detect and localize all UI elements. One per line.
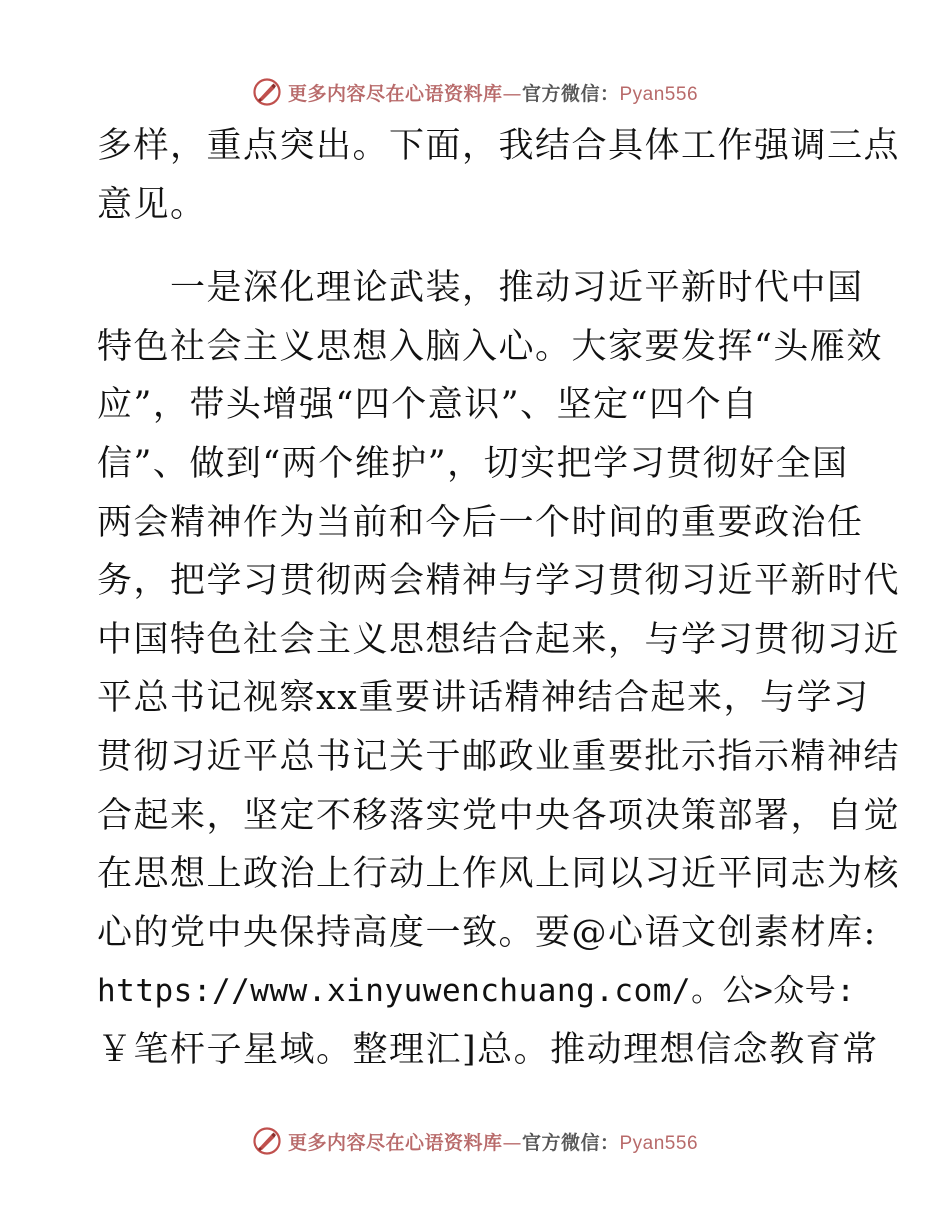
watermark-label: 官方微信： xyxy=(521,82,620,105)
paragraph-gap xyxy=(97,234,849,259)
body-line: ￥笔杆子星域。整理汇]总。推动理想信念教育常 xyxy=(97,1029,879,1070)
watermark-separator: — xyxy=(502,82,522,105)
body-line: 多样，重点突出。下面，我结合具体工作强调三点 xyxy=(97,126,901,166)
watermark-label: 官方微信： xyxy=(521,1131,620,1154)
document-body xyxy=(97,117,901,1080)
body-line: 两会精神作为当前和今后一个时间的重要政治任 xyxy=(97,502,864,543)
pen-logo-icon xyxy=(252,77,282,107)
watermark-slogan: 更多内容尽在心语资料库 xyxy=(287,82,503,105)
footer-watermark xyxy=(0,1121,950,1161)
watermark-text xyxy=(288,1128,698,1155)
pen-logo-icon xyxy=(252,1126,282,1156)
body-line: 信”、做到“两个维护”，切实把学习贯彻好全国 xyxy=(97,443,849,484)
watermark-separator: — xyxy=(502,1131,522,1154)
body-line: 中国特色社会主义思想结合起来，与学习贯彻习近 xyxy=(97,619,901,660)
watermark-wechat-id: Pyan556 xyxy=(619,83,699,105)
body-line: 平总书记视察xx重要讲话精神结合起来，与学习 xyxy=(97,678,870,719)
header-watermark xyxy=(0,72,950,112)
body-line-url: https://www.xinyuwenchuang.com/。公>众号: xyxy=(97,973,856,1010)
watermark-slogan: 更多内容尽在心语资料库 xyxy=(287,1131,503,1154)
body-line: 应”，带头增强“四个意识”、坚定“四个自 xyxy=(97,385,759,426)
watermark-text xyxy=(288,79,698,106)
watermark-wechat-id: Pyan556 xyxy=(619,1132,699,1154)
body-line: 特色社会主义思想入脑入心。大家要发挥“头雁效 xyxy=(97,326,883,367)
body-line: 一是深化理论武装，推动习近平新时代中国 xyxy=(97,268,864,309)
body-line: 在思想上政治上行动上作风上同以习近平同志为核 xyxy=(97,854,901,895)
body-line: 意见。 xyxy=(97,184,207,225)
body-line: 务，把学习贯彻两会精神与学习贯彻习近平新时代 xyxy=(97,561,901,602)
body-line: 心的党中央保持高度一致。要@心语文创素材库: xyxy=(97,912,877,953)
body-line: 合起来，坚定不移落实党中央各项决策部署，自觉 xyxy=(97,795,901,836)
body-line: 贯彻习近平总书记关于邮政业重要批示指示精神结 xyxy=(97,736,901,777)
